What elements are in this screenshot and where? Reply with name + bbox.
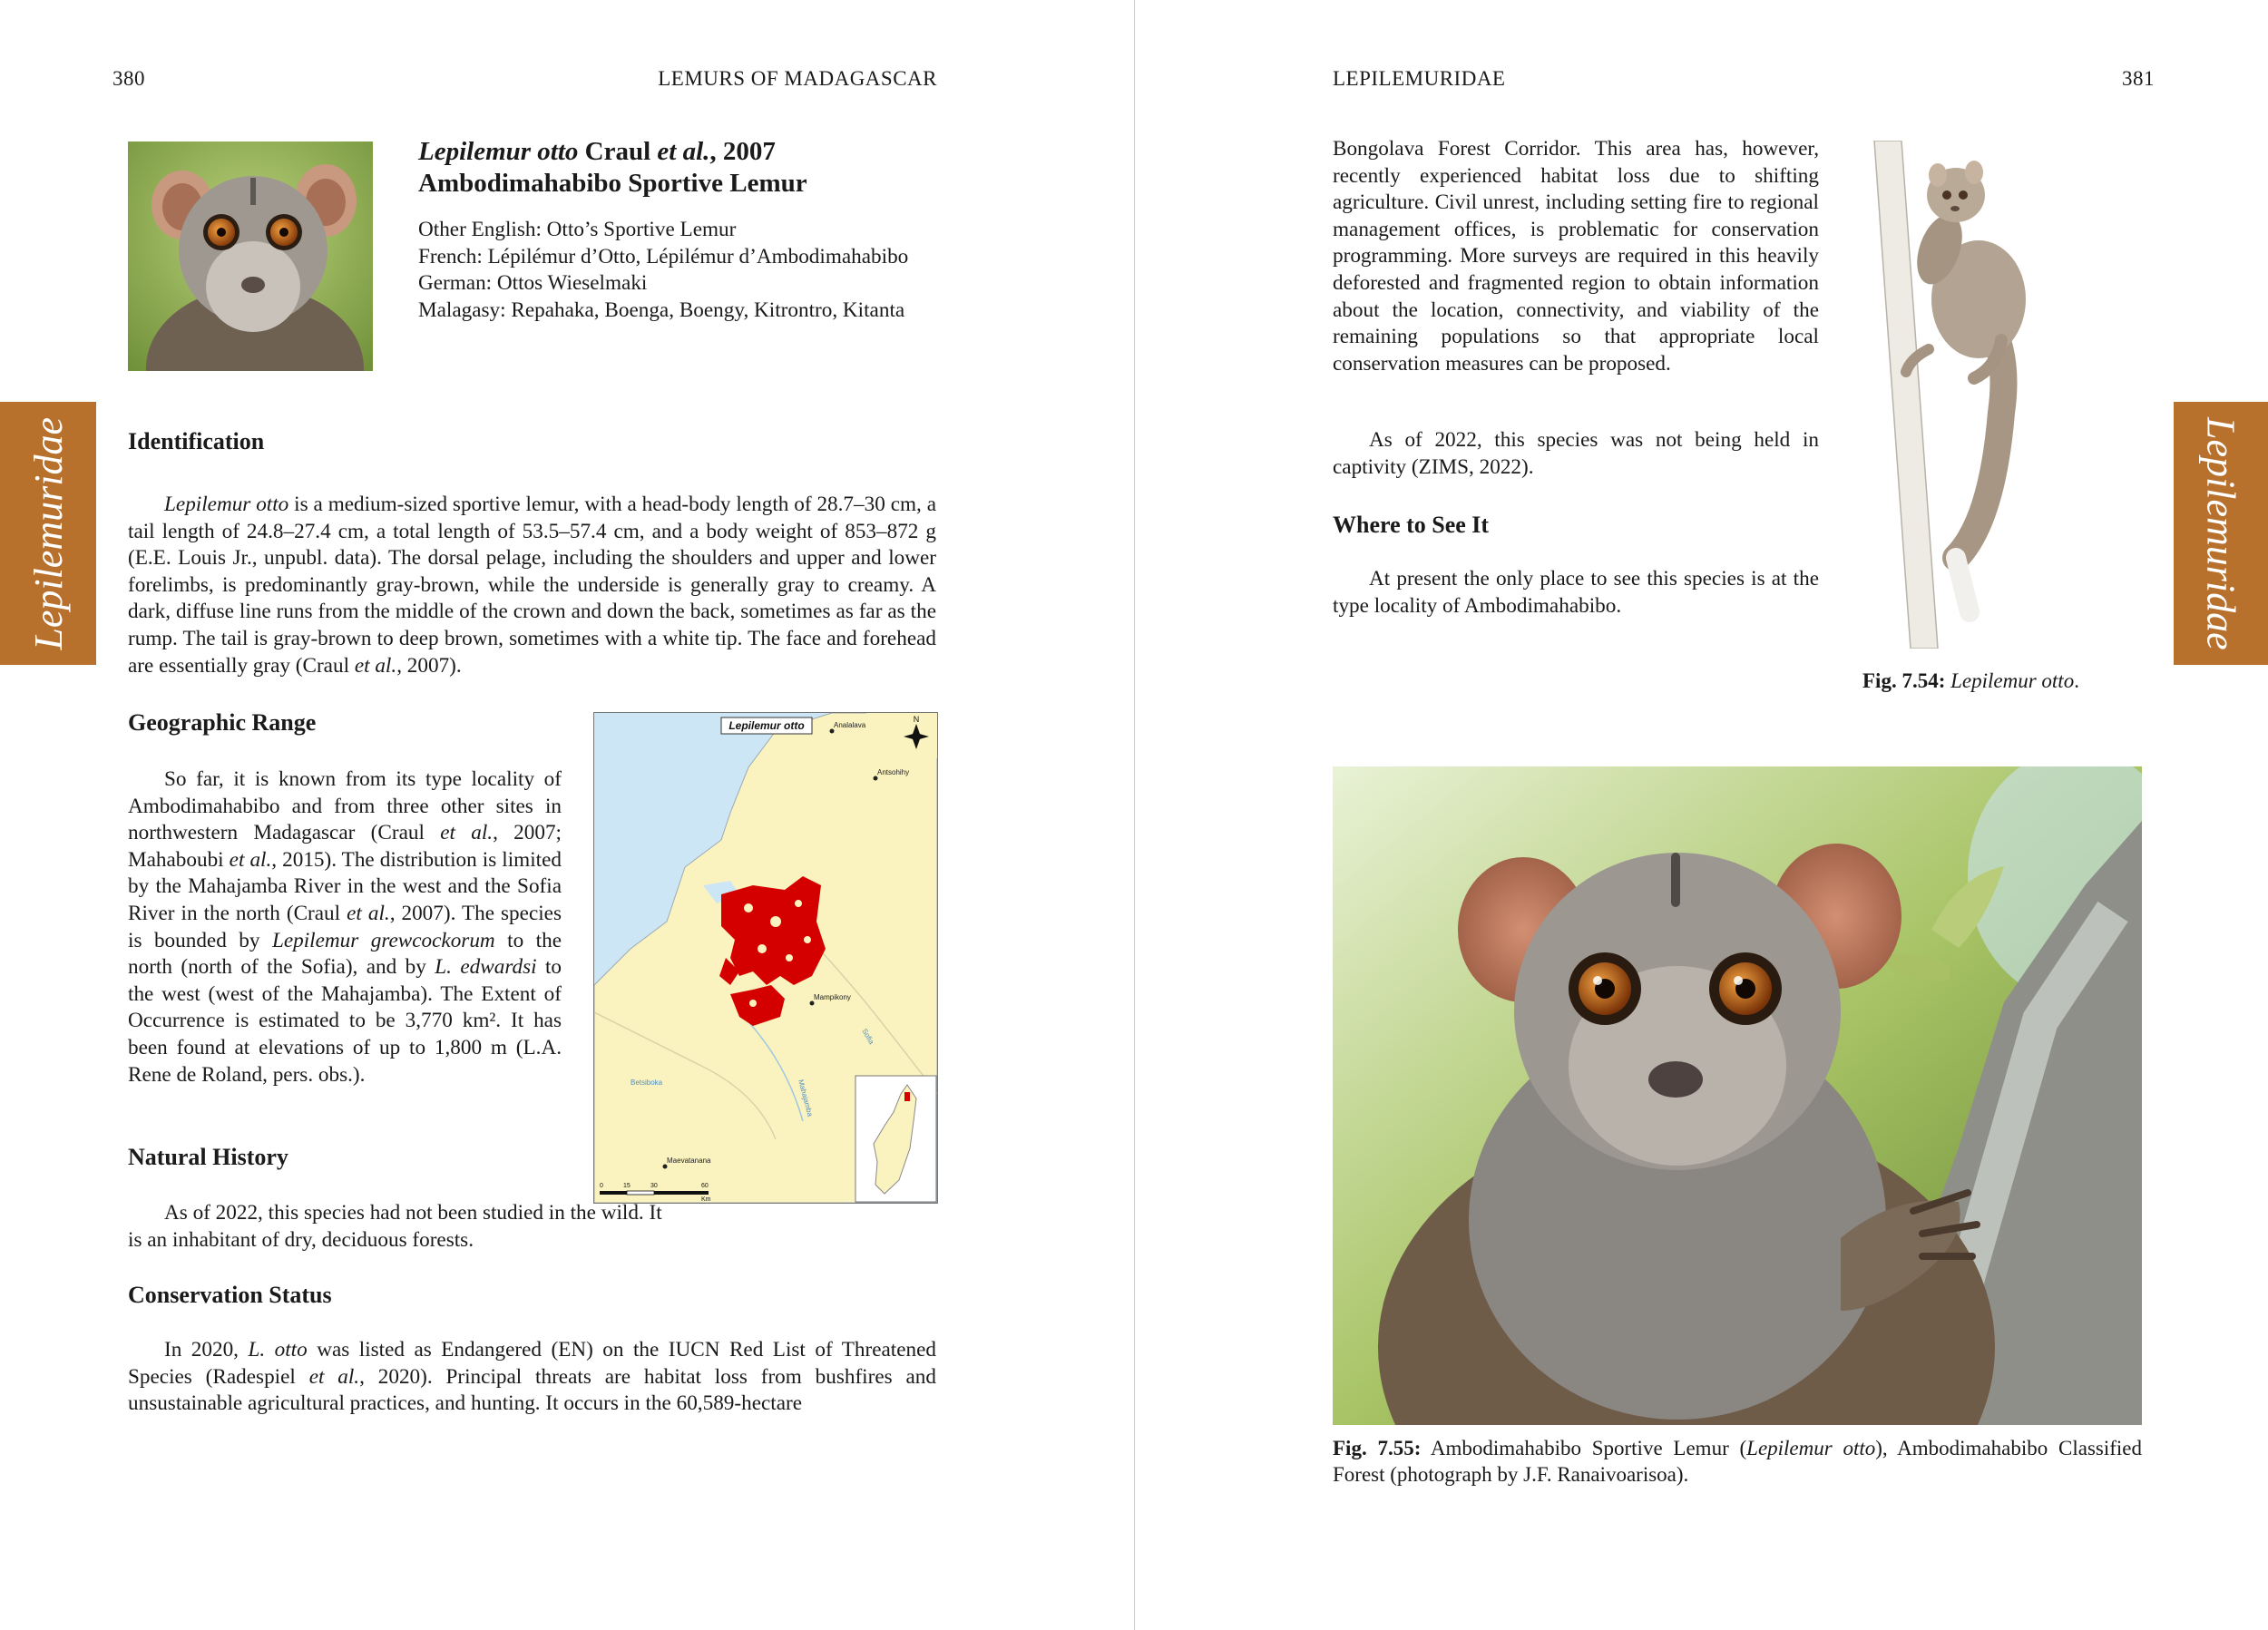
range-text-5: to the north (north of the Sofia), and by	[128, 928, 562, 980]
heading-where-to-see-it: Where to See It	[1333, 512, 1490, 538]
range-etal-3: et al.	[347, 901, 390, 925]
range-species-1: Lepilemur grewcockorum	[271, 928, 495, 952]
map-title: Lepilemur otto	[728, 719, 805, 732]
range-text-1: So far, it is known from its type locality of Ambodimahabibo and from three other sites in northwestern Madagascar (Craul	[128, 767, 562, 845]
alt-name-french: French: Lépilémur d’Otto, Lépilémur d’Ambodimahabibo	[418, 244, 909, 268]
where-to-see-paragraph: At present the only place to see this species is at the type locality of Ambodimahabibo.	[1333, 567, 1819, 618]
range-text-4: , 2007). The species is bounded by	[128, 901, 562, 952]
natural-history-paragraph: As of 2022, this species had not been studied in the wild. It is an inhabitant of dry, deciduous forests.	[128, 1201, 662, 1252]
side-tab-right	[2174, 402, 2268, 665]
figure-7-55-species: Lepilemur otto	[1746, 1437, 1876, 1459]
identification-etal: et al.	[354, 653, 397, 678]
species-title-year: , 2007	[709, 137, 776, 166]
heading-conservation-status: Conservation Status	[128, 1282, 332, 1308]
map-place-analalava: Analalava	[834, 721, 866, 729]
alt-name-english: Other English: Otto’s Sportive Lemur	[418, 218, 737, 241]
side-tab-left	[0, 402, 96, 665]
continued-paragraph: Bongolava Forest Corridor. This area has, however, recently experienced habitat loss due to shifting agriculture. Civil unrest, including setting fire to regional management offices, is problematic for conservation programming. More surveys are required in this heavily deforested and fragmented region to obtain information about the location, connectivity, and viability of the remaining populations so that appropriate local conservation measures can be proposed.	[1333, 137, 1819, 376]
distribution-map	[593, 712, 938, 1204]
species-title-etal: et al.	[657, 137, 710, 166]
page-number-left: 380	[112, 67, 145, 90]
species-title-author: Craul	[578, 137, 658, 166]
map-inset-madagascar	[855, 1076, 936, 1202]
species-common-name: Ambodimahabibo Sportive Lemur	[418, 169, 807, 198]
conservation-text-2: was listed as Endangered (EN) on the IUCN Red List of Threatened Species (Radespiel	[128, 1338, 937, 1389]
conservation-etal: et al.	[308, 1364, 360, 1389]
scale-label-15: 15	[623, 1183, 631, 1189]
lemur-photograph	[1333, 766, 2142, 1425]
heading-identification: Identification	[128, 428, 265, 454]
species-title-scientific: Lepilemur otto	[418, 137, 579, 166]
map-river-betsiboka: Betsiboka	[631, 1079, 663, 1087]
map-place-mampikony: Mampikony	[814, 993, 851, 1001]
figure-7-55-text-1: Ambodimahabibo Sportive Lemur (	[1421, 1437, 1747, 1459]
range-etal-1: et al.	[440, 821, 494, 845]
right-page	[1135, 0, 2268, 1630]
identification-paragraph	[128, 492, 936, 679]
figure-7-55-caption	[1333, 1435, 2142, 1488]
range-text-3: , 2015). The distribution is limited by the Mahajamba River in the west and the Sofia River in the north (Craul	[128, 847, 562, 925]
figure-7-55-label: Fig. 7.55:	[1333, 1437, 1422, 1459]
scale-unit: Km	[701, 1196, 711, 1203]
figure-7-54-caption	[1862, 668, 2135, 694]
map-place-antsohihy: Antsohihy	[877, 768, 910, 776]
range-etal-2: et al.	[229, 847, 272, 872]
identification-species: Lepilemur otto	[164, 493, 289, 516]
figure-7-55-text-2: ), Ambodimahabibo Classified Forest (photograph by J.F. Ranaivoarisoa).	[1333, 1437, 2142, 1486]
map-north-label: N	[913, 715, 920, 724]
lemur-illustration	[1865, 141, 2092, 649]
map-place-maevatanana: Maevatanana	[667, 1157, 711, 1165]
side-tab-left-label: Lepilemuridae	[25, 416, 71, 650]
species-header	[418, 136, 981, 324]
heading-natural-history: Natural History	[128, 1144, 288, 1170]
range-text-2: , 2007; Mahaboubi	[128, 821, 562, 872]
alt-name-malagasy: Malagasy: Repahaka, Boenga, Boengy, Kitrontro, Kitanta	[418, 298, 905, 322]
conservation-text-1: In 2020,	[164, 1338, 249, 1362]
map-river-mahajamba: Mahajamba	[797, 1079, 815, 1118]
map-river-sofia: Sofia	[860, 1027, 876, 1046]
range-text-6: to the west (west of the Mahajamba). The Extent of Occurrence is estimated to be 3,770 km². It has been found at elevations of up to 1,800 m (L.A. Rene de Roland, pers. obs.).	[128, 955, 562, 1087]
figure-7-54-end: .	[2074, 669, 2079, 692]
heading-geographic-range: Geographic Range	[128, 709, 317, 736]
side-tab-right-label: Lepilemuridae	[2198, 416, 2244, 650]
conservation-paragraph	[128, 1337, 936, 1418]
running-head-left: LEMURS OF MADAGASCAR	[658, 67, 937, 90]
alt-name-german: German: Ottos Wieselmaki	[418, 271, 648, 295]
page-number-right: 381	[2122, 67, 2155, 90]
identification-text-end: , 2007).	[396, 653, 462, 678]
scale-label-0: 0	[600, 1183, 603, 1189]
species-thumbnail-photo	[128, 142, 373, 371]
geographic-range-paragraph	[128, 766, 562, 1088]
identification-text: is a medium-sized sportive lemur, with a head-body length of 28.7–30 cm, a tail length of 24.8–27.4 cm, a total length of 53.5–57.4 cm, and a body weight of 853–872 g (E.E. Louis Jr., unpubl. data). The dorsal pelage, including the shoulders and upper and lower forelimbs, is predominantly gray-brown, while the underside is generally gray to creamy. A dark, diffuse line runs from the middle of the crown and down the back, sometimes as far as the rump. The tail is gray-brown to deep brown, sometimes with a white tip. The face and forehead are essentially gray (Craul	[128, 493, 936, 678]
captivity-paragraph: As of 2022, this species was not being held in captivity (ZIMS, 2022).	[1333, 428, 1819, 479]
range-species-2: L. edwardsi	[435, 955, 537, 980]
figure-7-54-species: Lepilemur otto	[1950, 669, 2075, 692]
conservation-species: L. otto	[248, 1338, 308, 1362]
scale-label-60: 60	[701, 1183, 709, 1189]
figure-7-54-label: Fig. 7.54:	[1862, 669, 1946, 692]
species-alt-names	[418, 217, 981, 324]
conservation-text-3: , 2020). Principal threats are habitat loss from bushfires and unsustainable agricultural practices, and hunting. It occurs in the 60,589-hectare	[128, 1364, 936, 1416]
scale-label-30: 30	[650, 1183, 658, 1189]
species-title	[418, 136, 981, 168]
running-head-right: LEPILEMURIDAE	[1333, 67, 1506, 90]
